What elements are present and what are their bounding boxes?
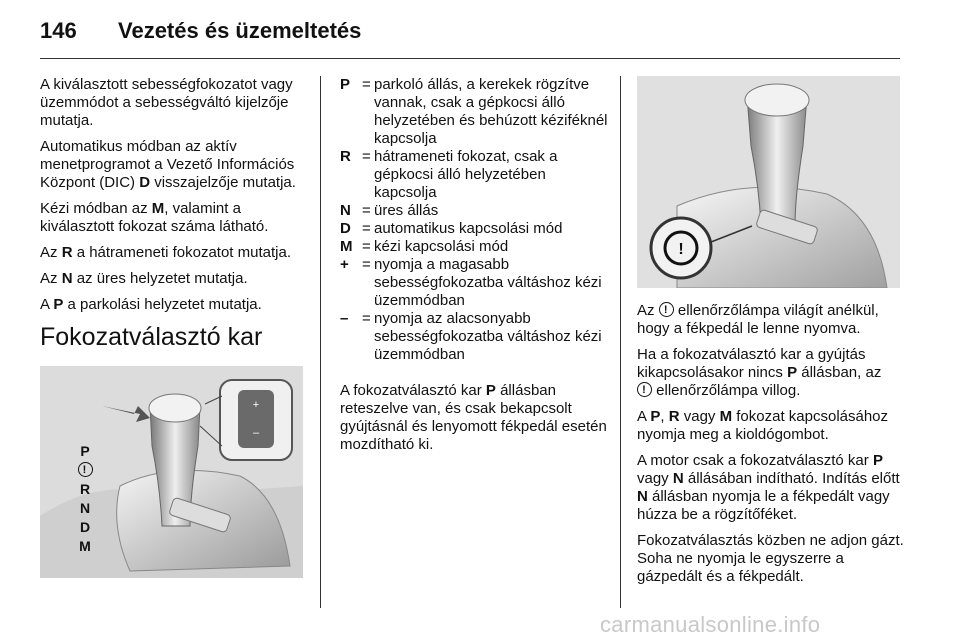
section-heading: Fokozatválasztó kar <box>40 323 263 351</box>
minus-icon: – <box>252 427 260 439</box>
definition-key: – <box>340 310 349 327</box>
paragraph: A kiválasztott sebességfokozatot vagy üzemmódot a sebességváltó kijelzője mutatja. <box>40 76 293 129</box>
column-left <box>40 76 305 578</box>
definition-item <box>340 310 610 364</box>
page-header <box>40 18 900 58</box>
definition-text: nyomja az alacsonyabb sebességfokozatba váltáshoz kézi üzemmódban <box>374 310 602 363</box>
paragraph: Fokozatválasztás közben ne adjon gázt. Soha ne nyomja le egyszerre a gázpedált és a fékpedált. <box>637 532 904 585</box>
paragraph: Automatikus módban az aktív menetprogramot a Vezető Információs Központ (DIC) D visszajelzője mutatja. <box>40 138 296 191</box>
brake-warning-icon: ! <box>678 241 684 258</box>
definition-text: parkoló állás, a kerekek rögzítve vannak, csak a gépkocsi álló helyzetében és behúzott kéziféknél kapcsolja <box>374 76 608 147</box>
definition-key: D <box>340 220 351 237</box>
paragraph: Ha a fokozatválasztó kar a gyújtás kikapcsolásakor nincs P állásban, az ! ellenőrzőlámpa villog. <box>637 346 905 400</box>
definition-equals: = <box>362 220 371 237</box>
brake-warning-icon <box>74 461 96 480</box>
definition-key: + <box>340 256 349 273</box>
column-right <box>637 76 905 594</box>
definition-key: R <box>340 148 351 165</box>
paragraph: Kézi módban az M, valamint a kiválasztott fokozat száma látható. <box>40 200 269 235</box>
paragraph: A P, R vagy M fokozat kapcsolásához nyomja meg a kioldógombot. <box>637 408 889 443</box>
brake-warning-icon <box>637 382 652 397</box>
header-divider <box>40 58 900 59</box>
gear-label-p: P <box>80 443 90 459</box>
watermark: carmanualsonline.info <box>600 612 821 637</box>
gear-lever-closeup-drawing <box>637 76 900 288</box>
column-divider <box>620 76 621 608</box>
gear-label-n: N <box>79 500 91 516</box>
definition-equals: = <box>362 256 371 273</box>
definition-key: M <box>340 238 353 255</box>
definition-text: üres állás <box>374 202 439 219</box>
column-middle <box>340 76 610 462</box>
paragraph: Az ! ellenőrzőlámpa világít anélkül, hogy a fékpedál le lenne nyomva. <box>637 302 905 338</box>
plus-icon: + <box>252 399 260 411</box>
definition-equals: = <box>362 238 371 255</box>
paragraph: Az R a hátrameneti fokozatot mutatja. <box>40 244 291 261</box>
paragraph: Az N az üres helyzetet mutatja. <box>40 270 248 287</box>
definition-item <box>340 238 610 256</box>
definition-text: hátrameneti fokozat, csak a gépkocsi álló helyzetében kapcsolja <box>374 148 558 201</box>
paragraph: A P a parkolási helyzetet mutatja. <box>40 296 262 313</box>
definition-key: P <box>340 76 351 93</box>
column-divider <box>320 76 321 608</box>
page-number: 146 <box>40 18 77 43</box>
definition-equals: = <box>362 310 371 327</box>
gear-label-m: M <box>79 538 91 554</box>
gear-lever-illustration <box>40 366 303 578</box>
definition-item <box>340 148 610 202</box>
paragraph: A fokozatválasztó kar P állásban reteszelve van, és csak bekapcsolt gyújtásnál és lenyomott fékpedál esetén mozdítható ki. <box>340 382 607 453</box>
definition-text: kézi kapcsolási mód <box>374 238 509 255</box>
definition-item <box>340 76 610 148</box>
paragraph: A motor csak a fokozatválasztó kar P vagy N állásában indítható. Indítás előtt N állásban nyomja le a fékpedált vagy húzza be a rögzítőféket. <box>637 452 900 523</box>
gear-definition-list <box>340 76 610 364</box>
definition-item <box>340 220 610 238</box>
gear-label-d: D <box>79 519 91 535</box>
definition-item <box>340 202 610 220</box>
definition-item <box>340 256 610 310</box>
brake-warning-icon <box>659 302 674 317</box>
definition-key: N <box>340 202 351 219</box>
definition-text: automatikus kapcsolási mód <box>374 220 563 237</box>
definition-equals: = <box>362 148 371 165</box>
chapter-title: Vezetés és üzemeltetés <box>118 18 362 43</box>
definition-text: nyomja a magasabb sebességfokozatba váltáshoz kézi üzemmódban <box>374 256 602 309</box>
gear-lever-closeup-illustration <box>637 76 900 288</box>
definition-equals: = <box>362 202 371 219</box>
definition-equals: = <box>362 76 371 93</box>
gear-indicator-labels <box>74 442 96 556</box>
gear-label-r: R <box>79 481 91 497</box>
